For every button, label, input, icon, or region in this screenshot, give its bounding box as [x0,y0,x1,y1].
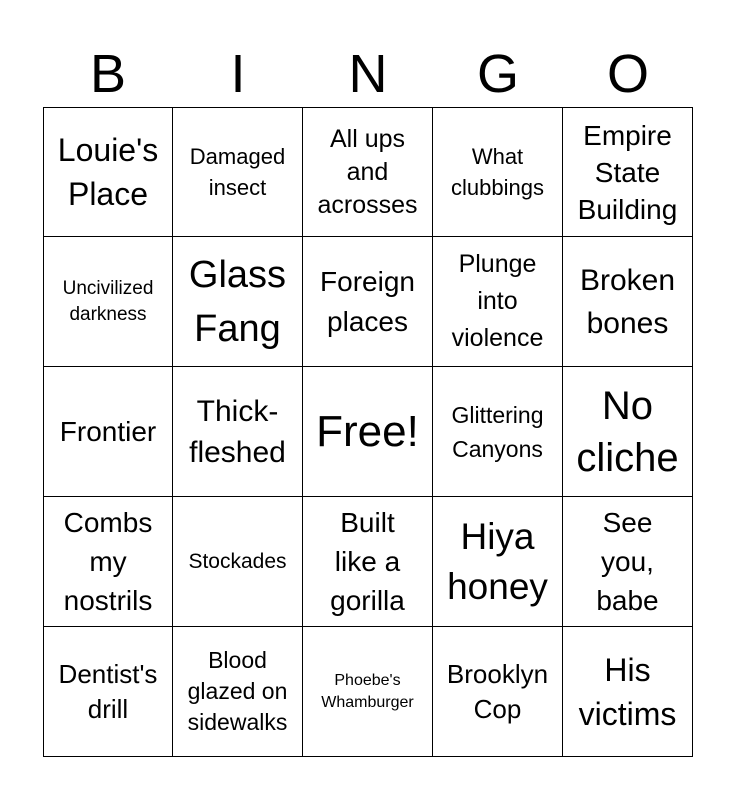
cell-label: Glass Fang [188,253,287,350]
bingo-cell-r1-c1[interactable] [43,107,173,237]
cell-label: Hiya honey [447,515,548,607]
bingo-cell-r5-c5[interactable] [563,627,693,757]
cell-label: Thick- fleshed [189,394,286,469]
cell-label: Frontier [59,416,157,447]
bingo-cell-r4-c3[interactable] [303,497,433,627]
header-letter-o: O [606,44,649,104]
bingo-cell-r2-c1[interactable] [43,237,173,367]
bingo-cell-r5-c2[interactable] [173,627,303,757]
cell-label: Phoebe's Whamburger [321,671,414,711]
cell-label: Built like a gorilla [330,507,405,616]
bingo-cell-r1-c4[interactable] [433,107,563,237]
cell-label: Free! [316,406,419,456]
cell-label: Dentist's drill [58,658,158,724]
cell-label: Stockades [188,549,287,573]
cell-label: Glittering Canyons [451,401,544,462]
cell-label: See you, babe [596,507,659,616]
bingo-cell-r2-c5[interactable] [563,237,693,367]
cell-label: All ups and acrosses [317,124,418,219]
bingo-cell-r3-c2[interactable] [173,367,303,497]
cell-label: What clubbings [451,144,544,200]
bingo-cell-r3-c1[interactable] [43,367,173,497]
cell-label: No cliche [576,383,679,480]
header-letter-b: B [89,44,127,104]
bingo-cell-r4-c1[interactable] [43,497,173,627]
cell-label: Empire State Building [577,119,678,225]
bingo-cell-r5-c4[interactable] [433,627,563,757]
cell-label: Blood glazed on sidewalks [187,647,288,735]
bingo-cell-r2-c4[interactable] [433,237,563,367]
header-letter-g: G [476,44,519,104]
bingo-cell-r2-c3[interactable] [303,237,433,367]
bingo-cell-r5-c3[interactable] [303,627,433,757]
bingo-cell-r3-c4[interactable] [433,367,563,497]
cell-label: Uncivilized darkness [62,277,154,325]
bingo-cell-r3-c5[interactable] [563,367,693,497]
cell-label: Louie's Place [57,132,159,212]
cell-label: Foreign places [320,265,415,337]
cell-label: Plunge into violence [451,250,544,352]
bingo-cell-r4-c5[interactable] [563,497,693,627]
cell-label: Broken bones [579,263,676,340]
bingo-cell-r3-c3[interactable] [303,367,433,497]
bingo-cell-r5-c1[interactable] [43,627,173,757]
bingo-cell-r1-c3[interactable] [303,107,433,237]
bingo-cell-r4-c4[interactable] [433,497,563,627]
header-letter-n: N [348,44,388,104]
bingo-cell-r1-c5[interactable] [563,107,693,237]
bingo-header [43,40,693,108]
bingo-cell-r2-c2[interactable] [173,237,303,367]
bingo-board [43,107,693,757]
bingo-cell-r4-c2[interactable] [173,497,303,627]
header-letter-i: I [230,44,246,104]
cell-label: His victims [578,651,677,732]
cell-label: Combs my nostrils [63,507,153,616]
cell-label: Brooklyn Cop [446,658,549,724]
bingo-cell-r1-c2[interactable] [173,107,303,237]
cell-label: Damaged insect [189,144,286,200]
